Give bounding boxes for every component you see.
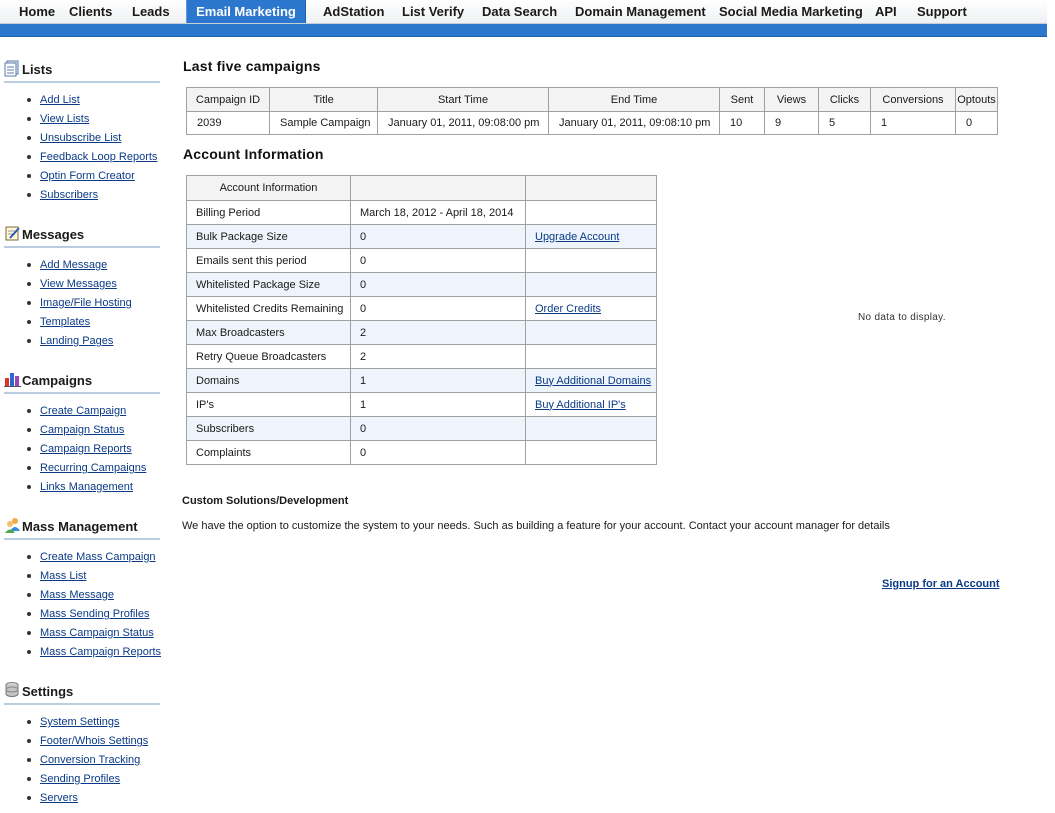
column-header: Campaign ID	[187, 88, 270, 112]
table-row	[187, 297, 657, 321]
account-value: 0	[351, 249, 526, 273]
cell-campaign-id: 2039	[187, 112, 270, 135]
tab-email-marketing[interactable]: Email Marketing	[186, 0, 306, 23]
tab-list-verify[interactable]: List Verify	[402, 4, 465, 19]
custom-solutions-heading: Custom Solutions/Development	[182, 495, 349, 507]
account-value: March 18, 2012 - April 18, 2014	[351, 201, 526, 225]
account-value: 0	[351, 441, 526, 465]
sidebar-item-recurring-campaigns[interactable]: Recurring Campaigns	[27, 462, 146, 474]
account-label: Retry Queue Broadcasters	[187, 345, 351, 369]
tab-leads[interactable]: Leads	[132, 4, 170, 19]
account-action	[526, 417, 657, 441]
cell-conversions: 1	[871, 112, 956, 135]
account-label: Billing Period	[187, 201, 351, 225]
column-header	[526, 176, 657, 201]
sidebar-item-mass-sending-profiles[interactable]: Mass Sending Profiles	[27, 608, 149, 620]
account-label: IP's	[187, 393, 351, 417]
table-row	[187, 201, 657, 225]
upgrade-account-link[interactable]: Upgrade Account	[535, 230, 620, 243]
column-header: Clicks	[819, 88, 871, 112]
buy-additional-domains-link[interactable]: Buy Additional Domains	[535, 374, 652, 387]
sidebar-item-unsubscribe-list[interactable]: Unsubscribe List	[27, 132, 121, 144]
column-header: Conversions	[871, 88, 956, 112]
table-row	[187, 393, 657, 417]
sidebar-item-view-lists[interactable]: View Lists	[27, 113, 89, 125]
sidebar-section-messages	[4, 222, 160, 248]
account-value: 1	[351, 369, 526, 393]
account-action	[526, 345, 657, 369]
custom-solutions-text: We have the option to customize the system to your needs. Such as building a feature for your account. Contact your account manager for details	[182, 520, 890, 532]
table-row	[187, 249, 657, 273]
account-value: 0	[351, 417, 526, 441]
sidebar-item-footer-whois-settings[interactable]: Footer/Whois Settings	[27, 735, 148, 747]
table-header-row	[187, 88, 998, 112]
column-header: Sent	[720, 88, 765, 112]
sidebar-item-optin-form-creator[interactable]: Optin Form Creator	[27, 170, 135, 182]
cell-sent: 10	[720, 112, 765, 135]
cell-clicks: 5	[819, 112, 871, 135]
order-credits-link[interactable]: Order Credits	[535, 302, 602, 315]
account-action	[526, 201, 657, 225]
sidebar-item-conversion-tracking[interactable]: Conversion Tracking	[27, 754, 140, 766]
nav-accent-bar	[0, 24, 1047, 37]
sidebar-item-add-message[interactable]: Add Message	[27, 259, 107, 271]
list-icon	[4, 59, 22, 77]
sidebar-section-campaigns	[4, 368, 160, 394]
campaigns-heading: Last five campaigns	[183, 58, 321, 74]
account-action	[526, 369, 657, 393]
account-action	[526, 441, 657, 465]
account-label: Max Broadcasters	[187, 321, 351, 345]
account-action	[526, 273, 657, 297]
sidebar-item-add-list[interactable]: Add List	[27, 94, 80, 106]
account-value: 0	[351, 273, 526, 297]
account-heading: Account Information	[183, 146, 324, 162]
no-data-message: No data to display.	[858, 312, 946, 323]
account-action	[526, 249, 657, 273]
settings-icon	[4, 681, 22, 699]
cell-start-time: January 01, 2011, 09:08:00 pm	[378, 112, 549, 135]
sidebar-section-mass-management	[4, 514, 160, 540]
sidebar-section-title: Lists	[22, 62, 53, 77]
account-action	[526, 393, 657, 417]
column-header: Title	[270, 88, 378, 112]
table-row	[187, 112, 998, 135]
sidebar-item-mass-message[interactable]: Mass Message	[27, 589, 114, 601]
sidebar-item-sending-profiles[interactable]: Sending Profiles	[27, 773, 120, 785]
account-action	[526, 297, 657, 321]
sidebar-section-lists	[4, 57, 160, 83]
tab-social-media-marketing[interactable]: Social Media Marketing	[719, 4, 863, 19]
account-value: 1	[351, 393, 526, 417]
tab-data-search[interactable]: Data Search	[482, 4, 558, 19]
sidebar-section-title: Settings	[22, 684, 74, 699]
tab-adstation[interactable]: AdStation	[323, 4, 385, 19]
sidebar-section-title: Messages	[22, 227, 85, 242]
account-label: Domains	[187, 369, 351, 393]
column-header: Start Time	[378, 88, 549, 112]
sidebar-item-servers[interactable]: Servers	[27, 792, 78, 804]
table-row	[187, 273, 657, 297]
account-table	[186, 175, 657, 465]
account-label: Emails sent this period	[187, 249, 351, 273]
tab-domain-management[interactable]: Domain Management	[575, 4, 706, 19]
table-row	[187, 441, 657, 465]
cell-views: 9	[765, 112, 819, 135]
column-header: Optouts	[956, 88, 998, 112]
top-nav	[0, 0, 1047, 24]
buy-additional-ips-link[interactable]: Buy Additional IP's	[535, 398, 626, 411]
sidebar-item-links-management[interactable]: Links Management	[27, 481, 133, 493]
account-label: Subscribers	[187, 417, 351, 441]
sidebar-item-create-campaign[interactable]: Create Campaign	[27, 405, 126, 417]
table-row	[187, 369, 657, 393]
tab-home[interactable]: Home	[19, 4, 56, 19]
account-action	[526, 225, 657, 249]
bar-chart-icon	[4, 370, 22, 388]
sidebar-item-system-settings[interactable]: System Settings	[27, 716, 119, 728]
sidebar-item-view-messages[interactable]: View Messages	[27, 278, 117, 290]
sidebar-item-feedback-loop-reports[interactable]: Feedback Loop Reports	[27, 151, 157, 163]
column-header: End Time	[549, 88, 720, 112]
sidebar-item-mass-campaign-reports[interactable]: Mass Campaign Reports	[27, 646, 161, 658]
column-header	[351, 176, 526, 201]
table-header-row	[187, 176, 657, 201]
sidebar-item-mass-campaign-status[interactable]: Mass Campaign Status	[27, 627, 154, 639]
account-label: Complaints	[187, 441, 351, 465]
account-value: 0	[351, 297, 526, 321]
sidebar-item-campaign-status[interactable]: Campaign Status	[27, 424, 124, 436]
tab-clients[interactable]: Clients	[69, 4, 113, 19]
tab-api[interactable]: API	[875, 4, 897, 19]
cell-optouts: 0	[956, 112, 998, 135]
message-icon	[4, 224, 22, 242]
account-label: Bulk Package Size	[187, 225, 351, 249]
table-row	[187, 345, 657, 369]
column-header: Account Information	[187, 176, 351, 201]
table-row	[187, 225, 657, 249]
table-row	[187, 321, 657, 345]
sidebar-item-landing-pages[interactable]: Landing Pages	[27, 335, 113, 347]
account-value: 0	[351, 225, 526, 249]
sidebar-section-title: Mass Management	[22, 519, 138, 534]
tab-support[interactable]: Support	[917, 4, 967, 19]
sidebar-item-mass-list[interactable]: Mass List	[27, 570, 86, 582]
sidebar-item-create-mass-campaign[interactable]: Create Mass Campaign	[27, 551, 156, 563]
users-icon	[4, 516, 22, 534]
account-label: Whitelisted Credits Remaining	[187, 297, 351, 321]
sidebar-item-templates[interactable]: Templates	[27, 316, 90, 328]
campaigns-table	[186, 87, 998, 135]
column-header: Views	[765, 88, 819, 112]
sidebar-item-subscribers[interactable]: Subscribers	[27, 189, 98, 201]
table-row	[187, 417, 657, 441]
signup-link[interactable]: Signup for an Account	[882, 578, 1000, 590]
sidebar-item-campaign-reports[interactable]: Campaign Reports	[27, 443, 132, 455]
account-value: 2	[351, 321, 526, 345]
cell-end-time: January 01, 2011, 09:08:10 pm	[549, 112, 720, 135]
sidebar-section-title: Campaigns	[22, 373, 93, 388]
cell-title: Sample Campaign	[270, 112, 378, 135]
account-value: 2	[351, 345, 526, 369]
sidebar-section-settings	[4, 679, 160, 705]
sidebar-item-image-file-hosting[interactable]: Image/File Hosting	[27, 297, 132, 309]
account-action	[526, 321, 657, 345]
account-label: Whitelisted Package Size	[187, 273, 351, 297]
